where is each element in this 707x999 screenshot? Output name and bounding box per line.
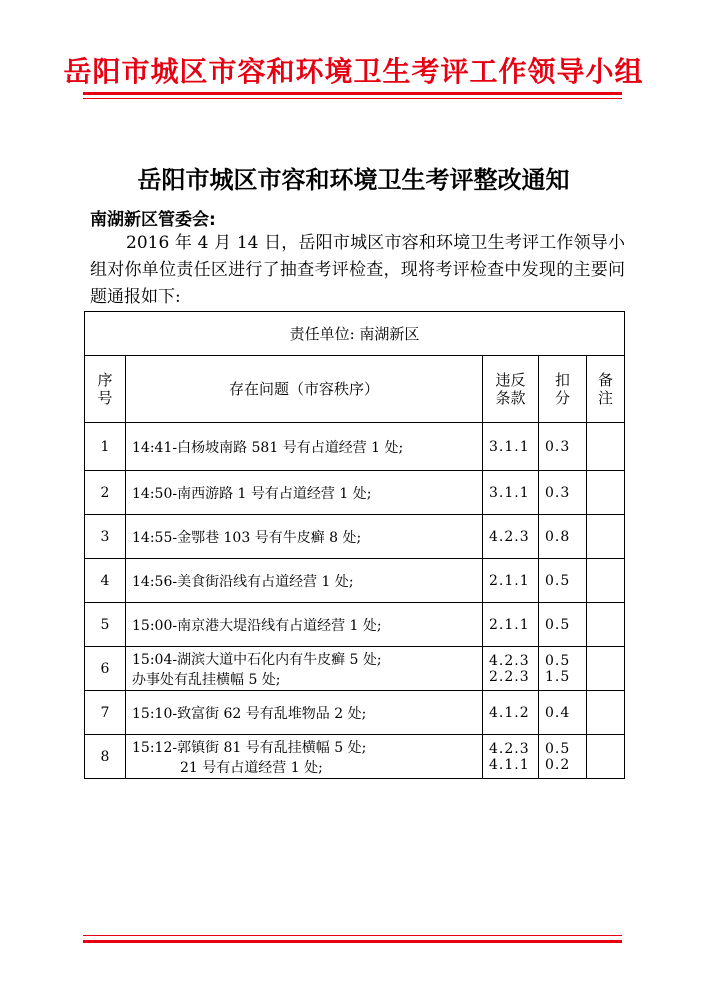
org-title: 岳阳市城区市容和环境卫生考评工作领导小组 — [63, 55, 644, 88]
row-issue: 14:50-南西游路 1 号有占道经营 1 处; — [126, 471, 483, 515]
row-issue: 15:10-致富街 62 号有乱堆物品 2 处; — [126, 691, 483, 735]
row-clause: 3.1.1 — [483, 423, 539, 471]
row-issue: 15:00-南京港大堤沿线有占道经营 1 处; — [126, 603, 483, 647]
row-note — [587, 647, 625, 691]
col-header-no: 序号 — [85, 356, 126, 423]
row-clause: 4.1.2 — [483, 691, 539, 735]
inspection-table — [84, 311, 625, 779]
addressee: 南湖新区管委会: — [90, 210, 216, 230]
row-clause: 2.1.1 — [483, 603, 539, 647]
row-deduct: 0.5 — [539, 559, 587, 603]
row-note — [587, 559, 625, 603]
row-note — [587, 603, 625, 647]
row-number: 6 — [85, 647, 126, 691]
notice-title: 岳阳市城区市容和环境卫生考评整改通知 — [137, 166, 570, 194]
row-clause: 2.1.1 — [483, 559, 539, 603]
footer-rule-thick — [83, 940, 622, 943]
col-header-note: 备注 — [587, 356, 625, 423]
row-deduct: 0.5 0.2 — [539, 735, 587, 779]
table-row — [85, 471, 625, 515]
col-header-clause: 违反条款 — [483, 356, 539, 423]
footer-rule-thin — [83, 935, 622, 936]
header-rule-thick — [83, 92, 622, 95]
row-issue: 14:41-白杨坡南路 581 号有占道经营 1 处; — [126, 423, 483, 471]
table-row — [85, 691, 625, 735]
table-row — [85, 423, 625, 471]
row-issue: 14:55-金鄂巷 103 号有牛皮癣 8 处; — [126, 515, 483, 559]
row-note — [587, 735, 625, 779]
notice-body: 2016 年 4 月 14 日，岳阳市城区市容和环境卫生考评工作领导小组对你单位责任区进行了抽查考评检查，现将考评检查中发现的主要问题通报如下: — [90, 233, 625, 307]
row-number: 5 — [85, 603, 126, 647]
row-note — [587, 423, 625, 471]
table-row — [85, 647, 625, 691]
table-row — [85, 559, 625, 603]
row-note — [587, 471, 625, 515]
col-header-issue: 存在问题（市容秩序） — [126, 356, 483, 423]
row-number: 8 — [85, 735, 126, 779]
table-header-row — [85, 356, 625, 423]
row-deduct: 0.4 — [539, 691, 587, 735]
row-clause: 4.2.3 — [483, 515, 539, 559]
row-number: 2 — [85, 471, 126, 515]
row-deduct: 0.3 — [539, 471, 587, 515]
row-note — [587, 691, 625, 735]
row-issue: 14:56-美食街沿线有占道经营 1 处; — [126, 559, 483, 603]
row-deduct: 0.5 1.5 — [539, 647, 587, 691]
row-number: 3 — [85, 515, 126, 559]
col-header-deduct: 扣分 — [539, 356, 587, 423]
row-deduct: 0.5 — [539, 603, 587, 647]
table-row — [85, 735, 625, 779]
table-row — [85, 603, 625, 647]
row-number: 4 — [85, 559, 126, 603]
row-deduct: 0.3 — [539, 423, 587, 471]
row-number: 1 — [85, 423, 126, 471]
row-clause: 4.2.3 4.1.1 — [483, 735, 539, 779]
header-rule-thin — [83, 98, 622, 99]
row-number: 7 — [85, 691, 126, 735]
row-deduct: 0.8 — [539, 515, 587, 559]
row-issue: 15:04-湖滨大道中石化内有牛皮癣 5 处; 办事处有乱挂横幅 5 处; — [126, 647, 483, 691]
responsible-unit: 责任单位: 南湖新区 — [85, 312, 625, 356]
row-clause: 4.2.3 2.2.3 — [483, 647, 539, 691]
row-clause: 3.1.1 — [483, 471, 539, 515]
row-note — [587, 515, 625, 559]
table-body — [85, 423, 625, 779]
row-issue: 15:12-郭镇街 81 号有乱挂横幅 5 处; 21 号有占道经营 1 处; — [126, 735, 483, 779]
table-row — [85, 515, 625, 559]
